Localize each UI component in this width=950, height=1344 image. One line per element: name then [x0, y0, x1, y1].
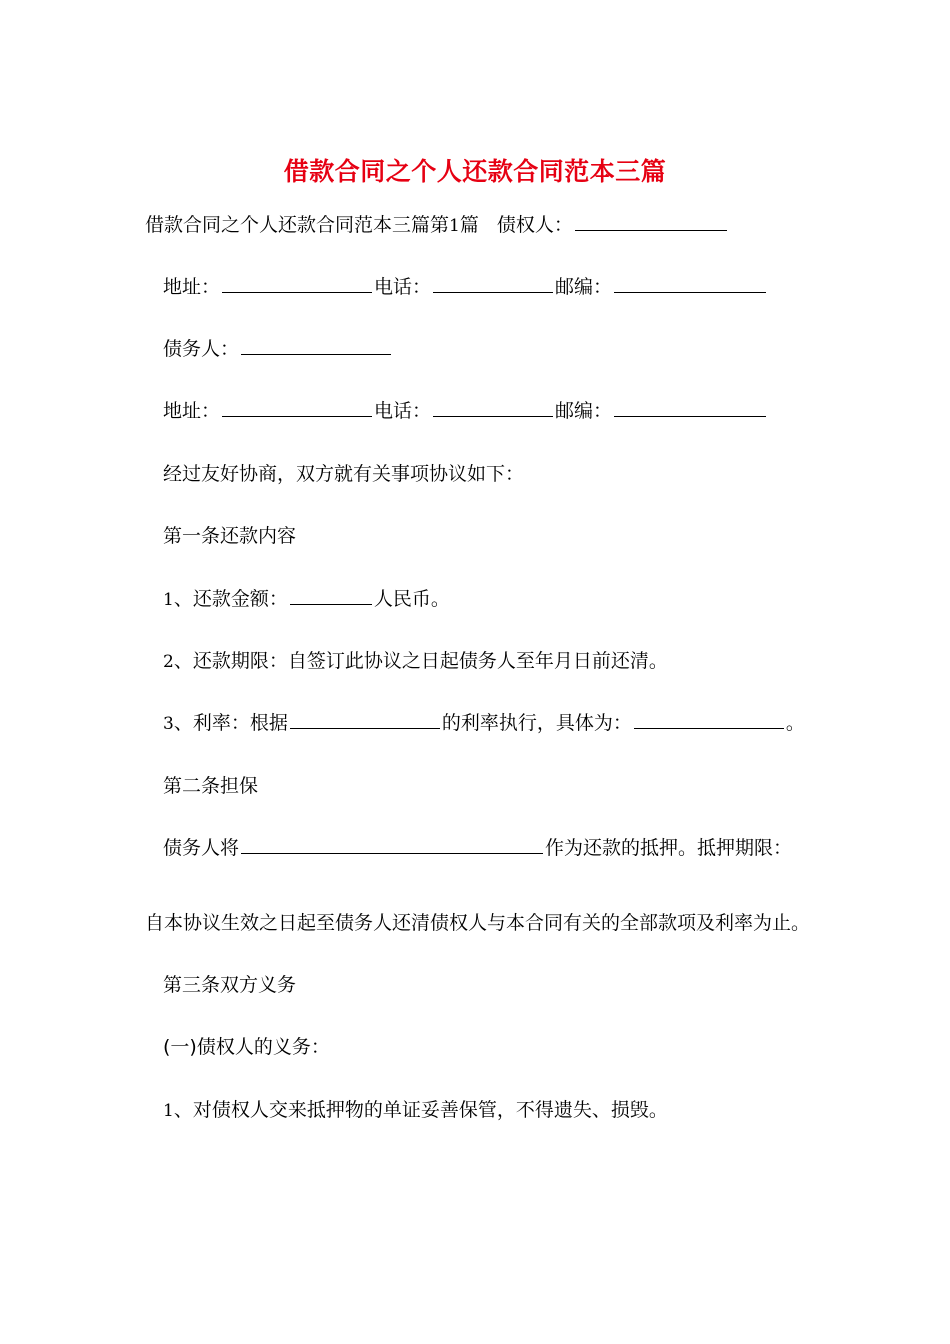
amount-blank [290, 586, 372, 605]
creditor-contact-line [163, 274, 768, 300]
pledge-text-a: 债务人将 [163, 837, 240, 859]
subtitle-creditor-line [145, 212, 729, 239]
duty-item-1 [163, 1097, 668, 1124]
subtitle-suffix: 篇 [459, 214, 479, 236]
item-number: 1 [163, 1101, 174, 1121]
address-label: 地址： [163, 276, 221, 298]
debtor-contact-line [163, 398, 768, 424]
item-repayment-amount [163, 586, 450, 613]
debtor-line [163, 336, 393, 362]
debtor-label: 债务人： [163, 338, 240, 360]
zip-blank [614, 398, 766, 417]
item-repayment-term [163, 648, 668, 675]
rate-blank [634, 710, 784, 729]
item-number: 2 [163, 652, 174, 672]
basis-blank [290, 710, 440, 729]
zip-blank [614, 274, 766, 293]
zip-label: 邮编： [555, 400, 613, 422]
item-text: 、利率：根据 [173, 712, 288, 734]
subtitle-text: 借款合同之个人还款合同范本三篇第 [145, 214, 450, 236]
item-interest-rate [163, 710, 805, 737]
article-3-heading: 第三条双方义务 [163, 974, 297, 996]
item-tail: 人民币。 [373, 588, 450, 610]
article-2-heading: 第二条担保 [163, 775, 259, 797]
pledge-period-text: 自本协议生效之日起至债务人还清债权人与本合同有关的全部款项及利率为止。 [145, 912, 811, 934]
pledge-blank [241, 835, 543, 854]
address-blank [222, 274, 372, 293]
item-text: 、还款金额： [173, 588, 288, 610]
debtor-blank [241, 336, 391, 355]
article-number: 1 [449, 216, 460, 236]
phone-blank [433, 398, 553, 417]
pledge-line [163, 835, 792, 861]
item-text: 、对债权人交来抵押物的单证妥善保管，不得遗失、损毁。 [173, 1099, 668, 1121]
zip-label: 邮编： [555, 276, 613, 298]
pledge-text-b: 作为还款的抵押。抵押期限： [545, 837, 793, 859]
creditor-label: 债权人： [496, 214, 573, 236]
phone-label: 电话： [374, 400, 432, 422]
document-title: 借款合同之个人还款合同范本三篇 [283, 157, 667, 186]
item-text: 、还款期限：自签订此协议之日起债务人至年月日前还清。 [173, 650, 668, 672]
phone-label: 电话： [374, 276, 432, 298]
item-number: 1 [163, 590, 174, 610]
creditor-blank [575, 212, 727, 231]
item-number: 3 [163, 714, 174, 734]
section-creditor-duties: (一)债权人的义务： [163, 1036, 330, 1058]
item-mid: 的利率执行，具体为： [441, 712, 632, 734]
address-label: 地址： [163, 400, 221, 422]
agreement-intro: 经过友好协商，双方就有关事项协议如下： [163, 463, 525, 485]
phone-blank [433, 274, 553, 293]
address-blank [222, 398, 372, 417]
article-1-heading: 第一条还款内容 [163, 525, 297, 547]
item-tail: 。 [785, 712, 805, 734]
